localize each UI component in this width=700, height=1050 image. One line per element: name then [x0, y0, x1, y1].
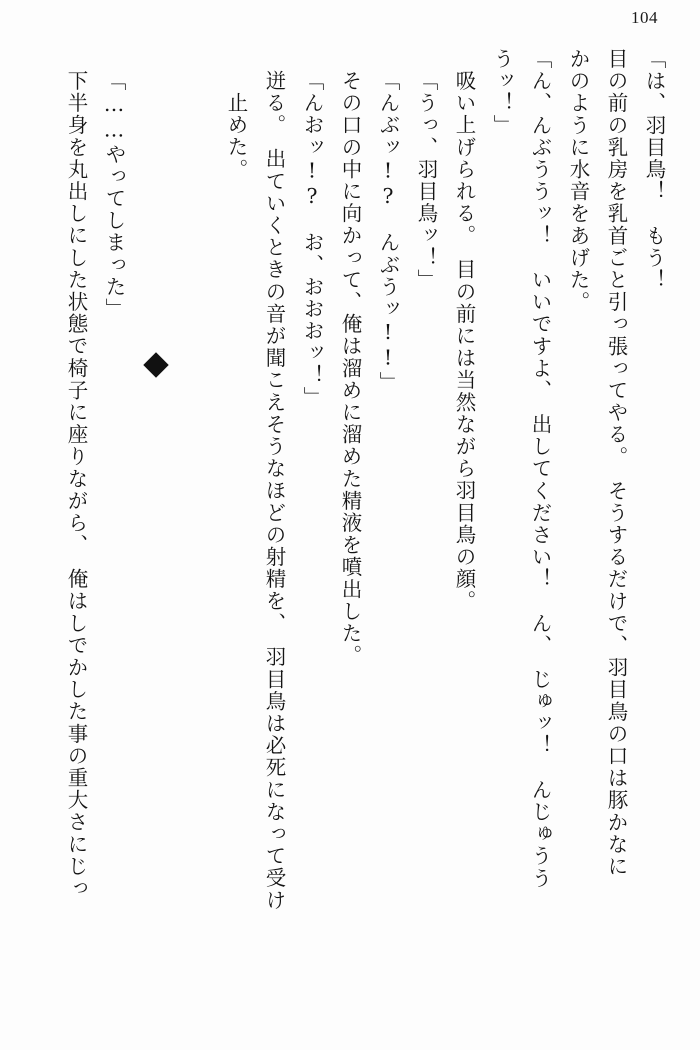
page-number: 104	[631, 8, 658, 27]
text-line: かのように水音をあげた。	[566, 48, 590, 314]
text-line: 「んおッ!? お、おおおッ！」	[300, 70, 324, 409]
text-line: 迸る。 出ていくときの音が聞こえそうなほどの射精を、 羽目鳥は必死になって受け	[262, 70, 286, 912]
text-line: 吸い上げられる。 目の前には当然ながら羽目鳥の顔。	[452, 70, 476, 613]
text-line: うッ！」	[490, 48, 514, 137]
text-line: 「ん、んぶううッ！ いいですよ、 出してください！ ん、 じゅッ！ んじゅうう	[528, 48, 552, 890]
diamond-icon	[143, 352, 168, 377]
text-line: 「うっ、羽目鳥ッ！」	[414, 70, 438, 291]
text-line: その口の中に向かって、俺は溜めに溜めた精液を噴出した。	[338, 70, 362, 667]
section-break-marker	[146, 48, 186, 1050]
vertical-text-body	[30, 48, 664, 1032]
text-line: 「……やってしまった」	[102, 70, 126, 321]
text-line: 下半身を丸出しにした状態で椅子に座りながら、 俺はしでかした事の重大さにじっ	[64, 70, 88, 900]
text-line: 止めた。	[224, 92, 248, 181]
text-line: 「は、羽目鳥！ もう！	[642, 48, 666, 292]
text-line: 目の前の乳房を乳首ごと引っ張ってやる。 そうするだけで、羽目鳥の口は豚かなに	[604, 48, 628, 878]
text-line: 「んぶッ!? んぶうッ!!」	[376, 70, 400, 394]
